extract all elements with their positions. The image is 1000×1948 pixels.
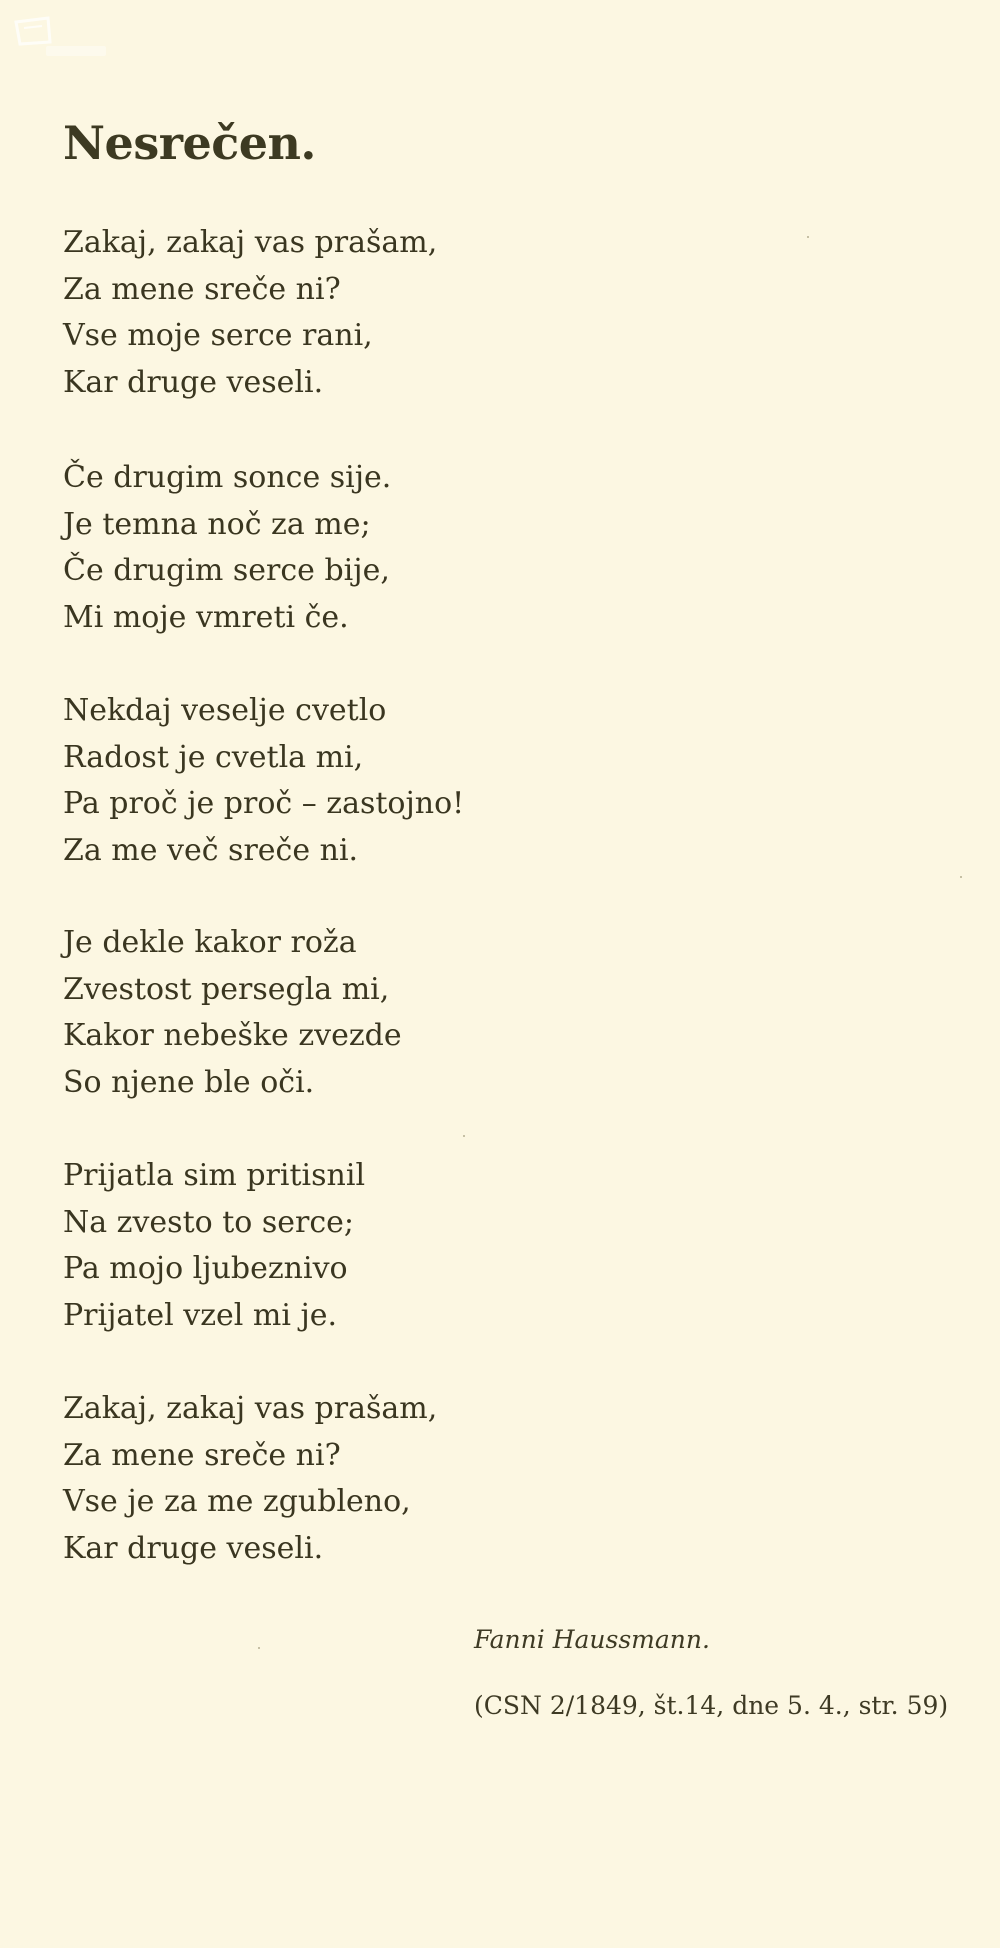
stanza-5 bbox=[63, 1153, 663, 1339]
paper-speck bbox=[258, 1647, 260, 1649]
poem-line: Je dekle kakor roža bbox=[63, 925, 357, 960]
stanza-6 bbox=[63, 1386, 663, 1572]
poem-line: Zvestost persegla mi, bbox=[63, 971, 390, 1007]
poem-line: Pa proč je proč – zastojno! bbox=[63, 786, 465, 821]
poem-line: Za mene sreče ni? bbox=[63, 271, 341, 307]
poem-line: Na zvesto to serce; bbox=[63, 1204, 355, 1240]
poem-line: Kakor nebeške zvezde bbox=[63, 1018, 402, 1053]
poem-line: Prijatel vzel mi je. bbox=[63, 1297, 338, 1333]
poem-title: Nesrečen. bbox=[63, 116, 316, 170]
poem-line: Radost je cvetla mi, bbox=[63, 739, 364, 775]
poem-line: So njene ble oči. bbox=[63, 1064, 315, 1100]
poem-line: Mi moje vmreti če. bbox=[63, 599, 349, 635]
poem-line: Pa mojo ljubeznivo bbox=[63, 1251, 348, 1286]
stanza-3 bbox=[63, 688, 663, 874]
paper-speck bbox=[960, 876, 962, 878]
poem-author: Fanni Haussmann. bbox=[474, 1625, 710, 1654]
stanza-1 bbox=[63, 220, 663, 406]
poem-line: Vse je za me zgubleno, bbox=[63, 1484, 411, 1519]
poem-line: Nekdaj veselje cvetlo bbox=[63, 693, 387, 728]
poem-line: Zakaj, zakaj vas prašam, bbox=[63, 1391, 438, 1426]
poem-line: Za me več sreče ni. bbox=[63, 832, 359, 868]
poem-line: Če drugim serce bije, bbox=[63, 553, 390, 588]
poem-line: Vse moje serce rani, bbox=[63, 318, 373, 353]
paper-speck bbox=[463, 1135, 465, 1137]
poem-line: Je temna noč za me; bbox=[63, 506, 371, 542]
poem-line: Kar druge veseli. bbox=[63, 1530, 324, 1566]
stanza-4 bbox=[63, 920, 663, 1106]
poem-line: Zakaj, zakaj vas prašam, bbox=[63, 225, 438, 260]
stanza-2 bbox=[63, 455, 663, 641]
poem-line: Prijatla sim pritisnil bbox=[63, 1158, 366, 1193]
source-citation: (CSN 2/1849, št.14, dne 5. 4., str. 59) bbox=[474, 1691, 949, 1720]
poem-line: Kar druge veseli. bbox=[63, 364, 324, 400]
paper-speck bbox=[807, 236, 809, 238]
poem-line: Če drugim sonce sije. bbox=[63, 460, 392, 495]
publisher-logo-icon bbox=[12, 12, 112, 60]
poem-line: Za mene sreče ni? bbox=[63, 1437, 341, 1473]
